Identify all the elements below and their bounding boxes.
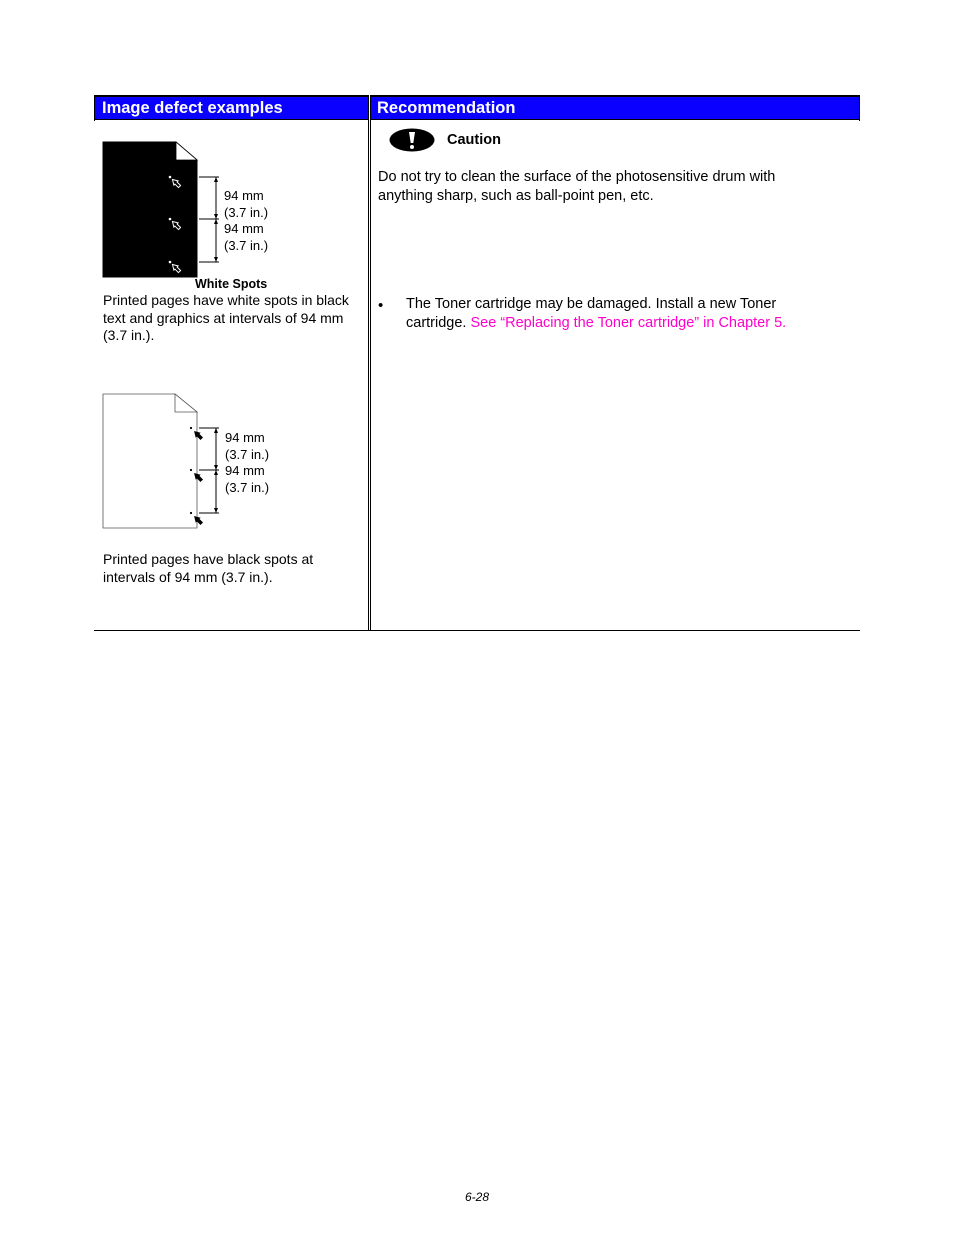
dimension-imperial: (3.7 in.) [225, 479, 270, 495]
page-number: 6-28 [464, 1190, 490, 1204]
dimension-value: 94 mm [224, 188, 264, 203]
caution-line: anything sharp, such as ball-point pen, etc. [378, 188, 654, 204]
white-spots-caption: White Spots [195, 277, 268, 291]
caution-icon [389, 128, 435, 152]
bullet-marker: • [378, 297, 384, 314]
dimension-imperial: (3.7 in.) [225, 446, 270, 462]
dimension-value: 94 mm [225, 463, 265, 478]
column-header-label: Recommendation [377, 99, 516, 117]
column-header-label: Image defect examples [102, 99, 283, 117]
bullet-line: The Toner cartridge may be damaged. Install a new Toner [406, 296, 777, 312]
caution-line: Do not try to clean the surface of the photosensitive drum with [378, 169, 776, 185]
black-spots-dimension-1 [225, 430, 269, 463]
recommendation-bullet [406, 295, 786, 333]
black-spots-description [103, 551, 313, 586]
description-line: text and graphics at intervals of 94 mm [103, 309, 344, 326]
dimension-value: 94 mm [225, 430, 265, 445]
dimension-imperial: (3.7 in.) [224, 204, 269, 220]
caution-notice [389, 128, 501, 152]
description-line: Printed pages have black spots at [103, 551, 314, 567]
description-line: (3.7 in.). [103, 327, 155, 343]
caution-text [378, 168, 775, 206]
description-line: intervals of 94 mm (3.7 in.). [103, 568, 273, 585]
caution-title: Caution [447, 132, 501, 148]
bullet-line [406, 314, 786, 333]
chapter-reference-link[interactable]: See “Replacing the Toner cartridge” in Chapter 5. [470, 315, 787, 331]
dimension-imperial: (3.7 in.) [224, 237, 269, 253]
black-spots-dimension-2 [225, 463, 269, 496]
dimension-value: 94 mm [224, 221, 264, 236]
description-line: Printed pages have white spots in black [103, 292, 349, 308]
bullet-text: cartridge. [406, 315, 471, 331]
